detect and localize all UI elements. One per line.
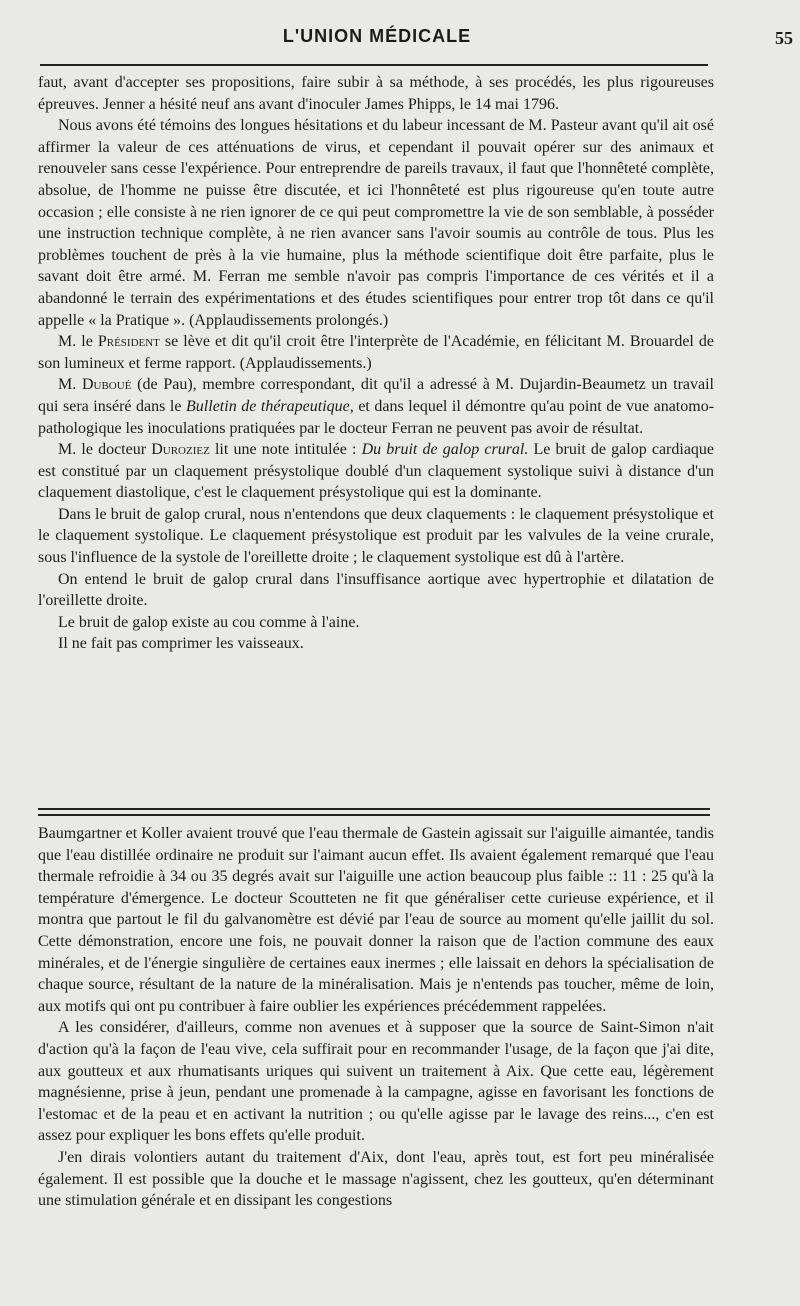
paragraph-duboue: M. Duboué (de Pau), membre correspondant, dit qu'il a adressé à M. Dujardin-Beaumetz un travail qui sera inséré dans le Bulletin de thérapeutique, et dans lequel il démontre qu'au point de vue anatomo-pathologique les inoculations pratiquées par le docteur Ferran ne peuvent pas avoir de résultat. [38, 376, 715, 437]
speaker-name: Président [97, 333, 160, 351]
note-title: Du bruit de galop crural. [361, 441, 529, 459]
header-rule [40, 64, 708, 66]
academy-report-section [38, 72, 714, 655]
paragraph-vaisseaux: Il ne fait pas comprimer les vaisseaux. [58, 635, 304, 653]
mineral-water-section [38, 823, 714, 1212]
paragraph-gastein: Baumgartner et Koller avaient trouvé que l'eau thermale de Gastein agissait sur l'aiguille aimantée, tandis que l'eau distillée ordinaire ne produit sur l'aimant aucun effet. Ils avaient également remarqué que l'eau thermale refroidie à 34 ou 35 degrés avait sur l'aiguille une action beaucoup plus faible :: 11 : 25 qu'à la température d'émergence. Le docteur Scoutteten ne fit que généraliser cette curieuse expérience, et il montra que partout le fil du galvanomètre est dévié par l'eau de source au moment qu'elle jaillit du sol. Cette démonstration, encore une fois, ne pouvait donner la raison que de l'action commune des eaux minérales, et de l'énergie singulière de certaines eaux inermes ; elle laissait en dehors la spécialisation de chaque source, résultant de la nature de la minéralisation. Mais je n'entends pas toucher, même de loin, aux motifs qui ont pu contribuer à faire oublier les expériences précédemment rappelées. [38, 825, 714, 1015]
speaker-name: Duboué [81, 376, 132, 394]
page-header [36, 26, 793, 56]
section-divider [38, 808, 710, 816]
running-title: L'UNION MÉDICALE [282, 26, 472, 46]
paragraph-duroziez: M. le docteur Duroziez lit une note intitulée : Du bruit de galop crural. Le bruit de galop cardiaque est constitué par un claquement présystolique doublé d'un claquement systolique suivi à distance d'un claquement diastolique, c'est le claquement présystolique qui est la dominante. [38, 441, 715, 502]
page-number: 55 [775, 28, 793, 48]
paragraph-cou-aine: Le bruit de galop existe au cou comme à l'aine. [58, 613, 360, 631]
speaker-name: Duroziez [151, 441, 210, 459]
paragraph-pasteur: Nous avons été témoins des longues hésitations et du labeur incessant de M. Pasteur avant qu'il ait osé affirmer la valeur de ces atténuations de virus, et cependant il pouvait opérer sur des animaux et renouveler sans cesse l'expérience. Pour entreprendre de pareils travaux, il faut que l'honnêteté complète, absolue, de l'homme ne puisse être discutée, et ici l'honnêteté est plus rigoureuse qu'en toute autre occasion ; elle consiste à ne rien ignorer de ce qui peut compromettre la vie de son semblable, à posséder une instruction technique complète, à ne rien avancer sans l'avoir soumis au contrôle de tous. Plus les problèmes touchent de près à la vie humaine, plus la méthode scientifique doit être parfaite, plus le savant doit être armé. M. Ferran me semble n'avoir pas compris l'importance de ces vérités et il a abandonné le terrain des expérimentations et des études scientifiques pour entrer trop tôt dans ce qu'il appelle « la Pratique ». (Applaudissements prolongés.) [38, 117, 714, 329]
paragraph-president: M. le Président se lève et dit qu'il croit être l'interprète de l'Académie, en félicitant M. Brouardel de son lumineux et ferme rapport. (Applaudissements.) [38, 333, 715, 372]
paragraph-galop-crural: Dans le bruit de galop crural, nous n'entendons que deux claquements : le claquement présystolique et le claquement systolique. Le claquement présystolique est produit par les valvules de la veine crurale, sous l'influence de la systole de l'oreillette droite ; le claquement systolique est dû à l'artère. [38, 505, 714, 567]
paragraph-aix: J'en dirais volontiers autant du traitement d'Aix, dont l'eau, après tout, est fort peu minéralisée également. Il est possible que la douche et le massage n'agissent, chez les goutteux, qu'en déterminant une stimulation générale et en dissipant les congestions [38, 1148, 714, 1210]
paragraph-saint-simon: A les considérer, d'ailleurs, comme non avenues et à supposer que la source de Saint-Simon n'ait d'action qu'à la façon de l'eau vive, cela suffirait pour en recommander l'usage, de la façon que j'ai dite, aux goutteux et aux rhumatisants uriques qui suivent un traitement à Aix. Que cette eau, légèrement magnésienne, prise à jeun, pendant une promenade à la campagne, agisse en favorisant les fonctions de l'estomac et de la peau et en activant la nutrition ; ou qu'elle agisse par le lavage des reins..., c'en est assez pour expliquer les bons effets qu'elle produit. [38, 1019, 714, 1145]
publication-title: Bulletin de thérapeutique [186, 397, 350, 415]
paragraph-jenner: faut, avant d'accepter ses propositions, faire subir à sa méthode, à ses procédés, les plus rigoureuses épreuves. Jenner a hésité neuf ans avant d'inoculer James Phipps, le 14 mai 1796. [38, 74, 714, 113]
paragraph-insuffisance: On entend le bruit de galop crural dans l'insuffisance aortique avec hypertrophie et dilatation de l'oreillette droite. [38, 570, 714, 610]
